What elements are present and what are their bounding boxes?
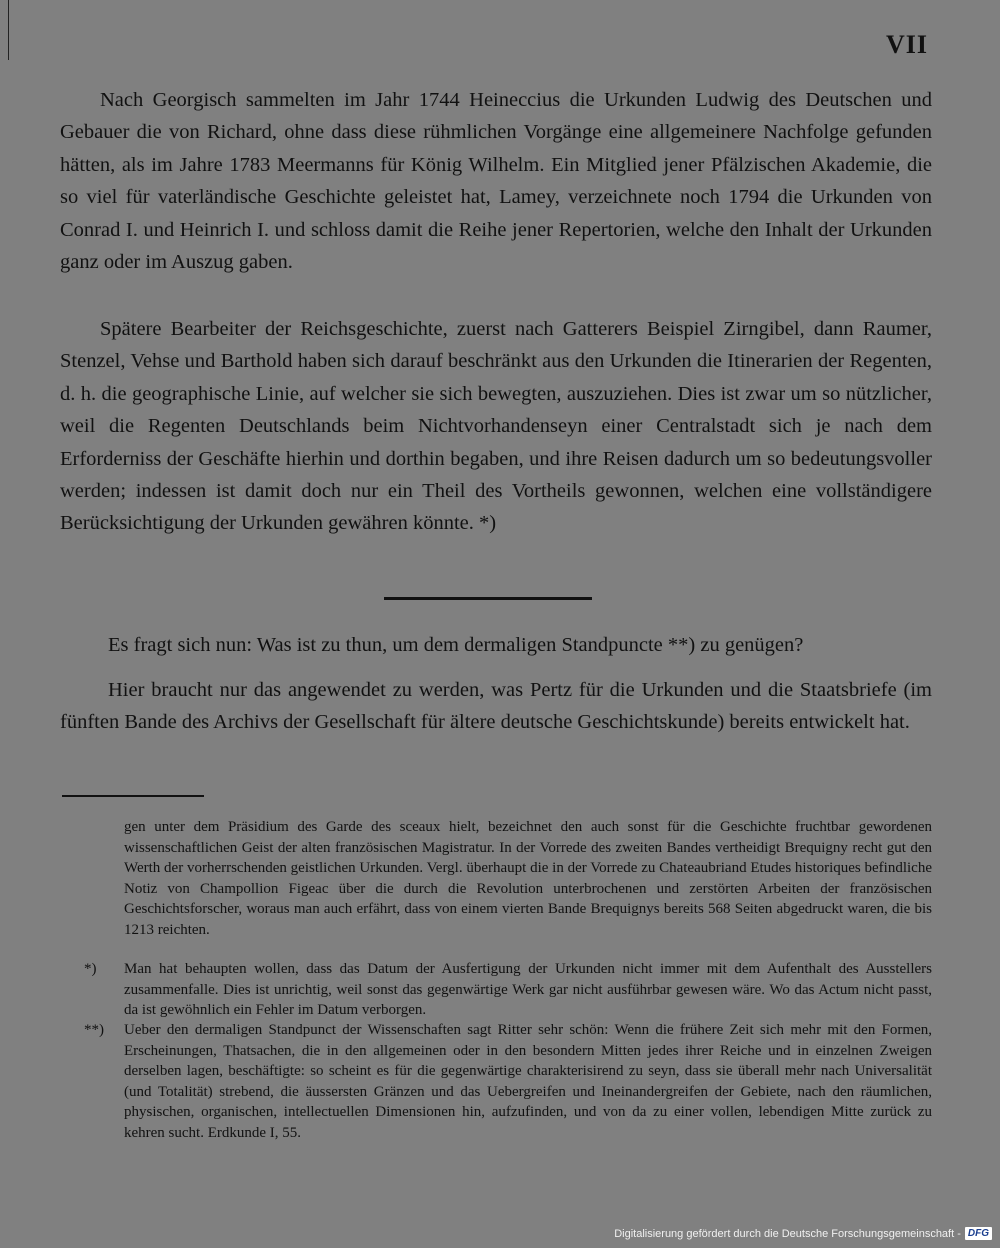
dfg-logo: DFG — [965, 1227, 992, 1240]
footnote-text: Man hat behaupten wollen, dass das Datum der Ausfertigung der Urkunden nicht immer mit dem Aufenthalt des Ausstellers zusammenfalle. Dies ist unrichtig, weil sonst das gegenwärtige Werk gar nicht ausführbar gewesen wäre. Wo das Actum nicht passt, da ist gewöhnlich ein Fehler im Datum verborgen. — [124, 961, 932, 1019]
body-paragraph-4: Hier braucht nur das angewendet zu werden, was Pertz für die Urkunden und die Staatsbriefe (im fünften Bande des Archivs der Gesellschaft für ältere deutsche Geschichtskunde) bereits entwickelt hat. — [60, 679, 932, 734]
footnote-rule — [62, 795, 204, 797]
digitization-credit — [614, 1227, 992, 1240]
footnote-marker: *) — [84, 961, 97, 977]
footnote-text: Ueber den dermaligen Standpunct der Wissenschaften sagt Ritter sehr schön: Wenn die frühere Zeit sich mehr mit den Formen, Erscheinungen, Thatsachen, die in den allgemeinen oder in den besondern Mitten jedes ihrer Reiche und in einzelnen Zweigen derselben lagen, beschäftigte: so scheint es für die gegenwärtige charakterisirend zu seyn, dass sie überall mehr nach Universalität (und Totalität) strebend, die äussersten Gränzen und das Uebergreifen und Ineinandergreifen der Gebiete, nach den räumlichen, physischen, organischen, intellectuellen Dimensionen hin, aufzufinden, und von da zu einer vollen, lebendigen Mitte zurück zu kehren sucht. Erdkunde I, 55. — [124, 1022, 932, 1141]
footnote-double-star — [84, 1020, 932, 1144]
footnote-marker: **) — [84, 1022, 104, 1038]
footnote-single-star — [84, 959, 932, 1021]
credit-text: Digitalisierung gefördert durch die Deutsche Forschungsgemeinschaft - — [614, 1227, 961, 1240]
body-paragraph-2: Spätere Bearbeiter der Reichsgeschichte, zuerst nach Gatterers Beispiel Zirngibel, dann Raumer, Stenzel, Vehse und Barthold haben sich darauf beschränkt aus den Urkunden die Itinerarien der Regenten, d. h. die geographische Linie, auf welcher sie sich bewegten, auszuziehen. Dies ist zwar um so nützlicher, weil die Regenten Deutschlands beim Nichtvorhandenseyn einer Centralstadt sich je nach dem Erforderniss der Geschäfte hierhin und dorthin begaben, und ihre Reisen dadurch um so bedeutungsvoller werden; indessen ist damit doch nur ein Theil des Vortheils gewonnen, welchen eine vollständigere Berücksichtigung der Urkunden gewähren könnte. *) — [60, 318, 932, 535]
body-paragraph-3: Es fragt sich nun: Was ist zu thun, um dem dermaligen Standpuncte **) zu genügen? — [108, 634, 804, 656]
footnote-continuation: gen unter dem Präsidium des Garde des sceaux hielt, bezeichnet den auch sonst für die Geschichte fruchtbar gewordenen wissenschaftlichen Geist der alten französischen Magistratur. In der Vorrede des zweiten Bandes vertheidigt Brequigny recht gut den Werth der vorherrschenden geistlichen Urkunden. Vergl. überhaupt die in der Vorrede zu Chateaubriand Etudes historiques befindliche Notiz von Champollion Figeac über die durch die Revolution unterbrochenen und zerstörten Arbeiten der französischen Geschichtsforscher, woraus man auch erfährt, dass von einem vierten Bande Brequignys bereits 568 Seiten abgedruckt waren, die bis 1213 reichten. — [124, 819, 932, 938]
page-number: VII — [885, 30, 928, 59]
section-separator — [384, 597, 592, 600]
scan-edge-line — [8, 0, 9, 60]
body-paragraph-1: Nach Georgisch sammelten im Jahr 1744 Heineccius die Urkunden Ludwig des Deutschen und Gebauer die von Richard, ohne dass diese rühmlichen Vorgänge eine allgemeinere Nachfolge gefunden hätten, als im Jahre 1783 Meermanns für König Wilhelm. Ein Mitglied jener Pfälzischen Akademie, die so viel für vaterländische Geschichte geleistet hat, Lamey, verzeichnete noch 1794 die Urkunden von Conrad I. und Heinrich I. und schloss damit die Reihe jener Repertorien, welche den Inhalt der Urkunden ganz oder im Auszug gaben. — [60, 89, 932, 274]
